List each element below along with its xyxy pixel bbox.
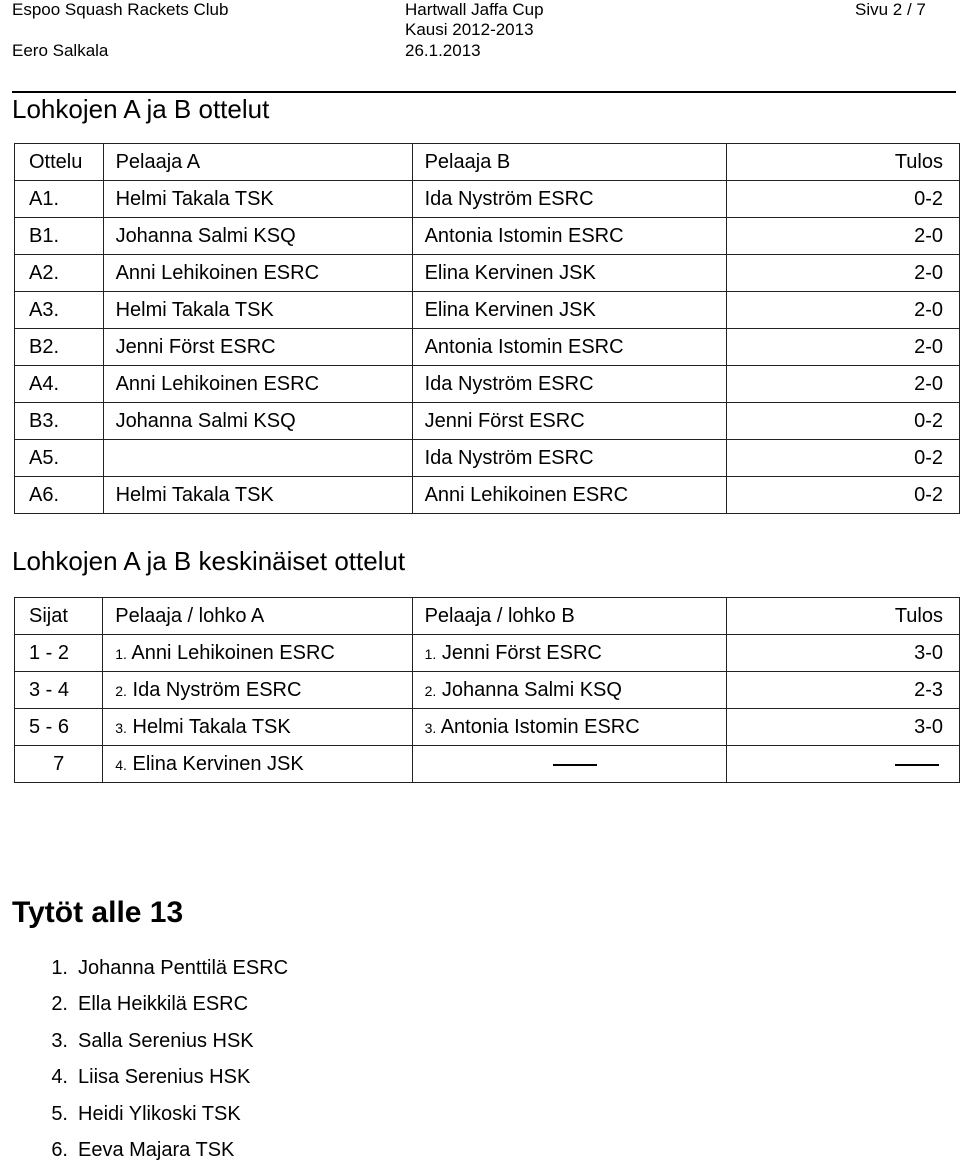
match-id: A3.	[15, 292, 104, 329]
result: 2-0	[726, 218, 959, 255]
rank-number: 3.	[424, 719, 437, 736]
player-a: Johanna Salmi KSQ	[103, 403, 412, 440]
result: 3-0	[726, 709, 959, 746]
match-id: A5.	[15, 440, 104, 477]
list-number: 3.	[51, 1029, 68, 1052]
list-item	[0, 1096, 288, 1132]
table-header-row	[15, 598, 960, 635]
column-header: Pelaaja / lohko B	[412, 598, 726, 635]
player-a: Helmi Takala TSK	[103, 181, 412, 218]
player-b: Jenni Först ESRC	[412, 403, 726, 440]
player-a: Jenni Först ESRC	[103, 329, 412, 366]
player-group-b-empty	[412, 746, 726, 783]
table-row	[15, 477, 960, 514]
event-name: Hartwall Jaffa Cup	[405, 0, 544, 19]
player-name: Johanna Penttilä ESRC	[78, 957, 289, 979]
result: 0-2	[726, 181, 959, 218]
rank-number: 3.	[115, 719, 127, 736]
table-row	[15, 329, 960, 366]
table-row	[15, 635, 960, 672]
player-name: Antonia Istomin ESRC	[440, 715, 640, 738]
season: Kausi 2012-2013	[405, 20, 534, 39]
match-id: A2.	[15, 255, 104, 292]
player-b: Antonia Istomin ESRC	[412, 329, 726, 366]
player-a: Anni Lehikoinen ESRC	[103, 255, 412, 292]
player-group-a	[103, 709, 412, 746]
table-row	[15, 440, 960, 477]
player-name: Johanna Salmi KSQ	[441, 678, 622, 701]
player-group-b	[412, 709, 726, 746]
table-row	[15, 672, 960, 709]
player-name: Elina Kervinen JSK	[132, 752, 304, 775]
match-id: A4.	[15, 366, 104, 403]
player-b: Ida Nyström ESRC	[412, 181, 726, 218]
list-item	[0, 1023, 288, 1059]
player-a: Helmi Takala TSK	[103, 292, 412, 329]
player-b: Antonia Istomin ESRC	[412, 218, 726, 255]
list-number: 4.	[51, 1066, 68, 1089]
ranking-list	[0, 950, 288, 1168]
player-a: Anni Lehikoinen ESRC	[103, 366, 412, 403]
player-a: Johanna Salmi KSQ	[103, 218, 412, 255]
list-item	[0, 1132, 288, 1168]
player-b: Anni Lehikoinen ESRC	[412, 477, 726, 514]
player-name: Helmi Takala TSK	[132, 715, 291, 738]
result: 0-2	[726, 477, 959, 514]
player-group-b	[412, 672, 726, 709]
rank-number: 2.	[424, 682, 437, 699]
player-a	[103, 440, 412, 477]
player-name: Jenni Först ESRC	[441, 641, 602, 664]
author-name: Eero Salkala	[12, 41, 109, 60]
player-name: Heidi Ylikoski TSK	[78, 1102, 241, 1125]
list-number: 5.	[51, 1102, 68, 1125]
column-header: Ottelu	[15, 144, 104, 181]
player-group-a	[103, 635, 412, 672]
match-id: B2.	[15, 329, 104, 366]
table-row	[15, 366, 960, 403]
match-id: B3.	[15, 403, 104, 440]
column-header: Pelaaja A	[103, 144, 412, 181]
player-b: Ida Nyström ESRC	[412, 366, 726, 403]
table-header-row	[15, 144, 960, 181]
result-empty	[726, 746, 959, 783]
list-item	[0, 1059, 288, 1095]
list-number: 2.	[51, 993, 68, 1016]
group-matches-table	[14, 143, 960, 514]
player-b: Elina Kervinen JSK	[412, 255, 726, 292]
list-item	[0, 950, 288, 986]
dash-placeholder	[553, 764, 597, 766]
club-name: Espoo Squash Rackets Club	[12, 0, 229, 19]
rank-number: 1.	[115, 645, 127, 662]
player-name: Ida Nyström ESRC	[132, 678, 302, 701]
rank-number: 1.	[424, 645, 437, 662]
result: 2-0	[726, 255, 959, 292]
result: 0-2	[726, 403, 959, 440]
list-number: 6.	[51, 1138, 68, 1161]
player-name: Liisa Serenius HSK	[78, 1066, 251, 1089]
table-row	[15, 403, 960, 440]
player-name: Ella Heikkilä ESRC	[78, 993, 249, 1016]
result: 2-3	[726, 672, 959, 709]
table-row	[15, 746, 960, 783]
table-row	[15, 218, 960, 255]
player-name: Eeva Majara TSK	[78, 1138, 235, 1161]
places: 1 - 2	[15, 635, 103, 672]
section-title-cross-matches: Lohkojen A ja B keskinäiset ottelut	[12, 546, 406, 576]
column-header: Pelaaja / lohko A	[103, 598, 412, 635]
dash-placeholder	[895, 764, 939, 766]
player-group-a	[103, 746, 412, 783]
section-title-group-matches: Lohkojen A ja B ottelut	[12, 94, 270, 124]
header-divider	[12, 91, 956, 93]
table-row	[15, 709, 960, 746]
player-name: Salla Serenius HSK	[78, 1029, 254, 1052]
cross-matches-table	[14, 597, 960, 783]
result: 2-0	[726, 366, 959, 403]
page-number: Sivu 2 / 7	[855, 0, 926, 19]
column-header: Tulos	[726, 598, 959, 635]
column-header: Pelaaja B	[412, 144, 726, 181]
places: 7	[15, 746, 103, 783]
column-header: Sijat	[15, 598, 103, 635]
table-row	[15, 181, 960, 218]
table-row	[15, 255, 960, 292]
player-b: Ida Nyström ESRC	[412, 440, 726, 477]
places: 5 - 6	[15, 709, 103, 746]
rank-number: 2.	[115, 682, 127, 699]
rank-number: 4.	[115, 756, 127, 773]
list-number: 1.	[51, 957, 68, 979]
match-id: B1.	[15, 218, 104, 255]
result: 2-0	[726, 292, 959, 329]
match-id: A6.	[15, 477, 104, 514]
result: 3-0	[726, 635, 959, 672]
date: 26.1.2013	[405, 41, 481, 60]
match-id: A1.	[15, 181, 104, 218]
player-a: Helmi Takala TSK	[103, 477, 412, 514]
player-group-b	[412, 635, 726, 672]
result: 0-2	[726, 440, 959, 477]
result: 2-0	[726, 329, 959, 366]
player-name: Anni Lehikoinen ESRC	[131, 641, 335, 664]
places: 3 - 4	[15, 672, 103, 709]
player-group-a	[103, 672, 412, 709]
list-item	[0, 986, 288, 1022]
table-row	[15, 292, 960, 329]
player-b: Elina Kervinen JSK	[412, 292, 726, 329]
column-header: Tulos	[726, 144, 959, 181]
section-title-girls-under-13: Tytöt alle 13	[12, 896, 184, 929]
